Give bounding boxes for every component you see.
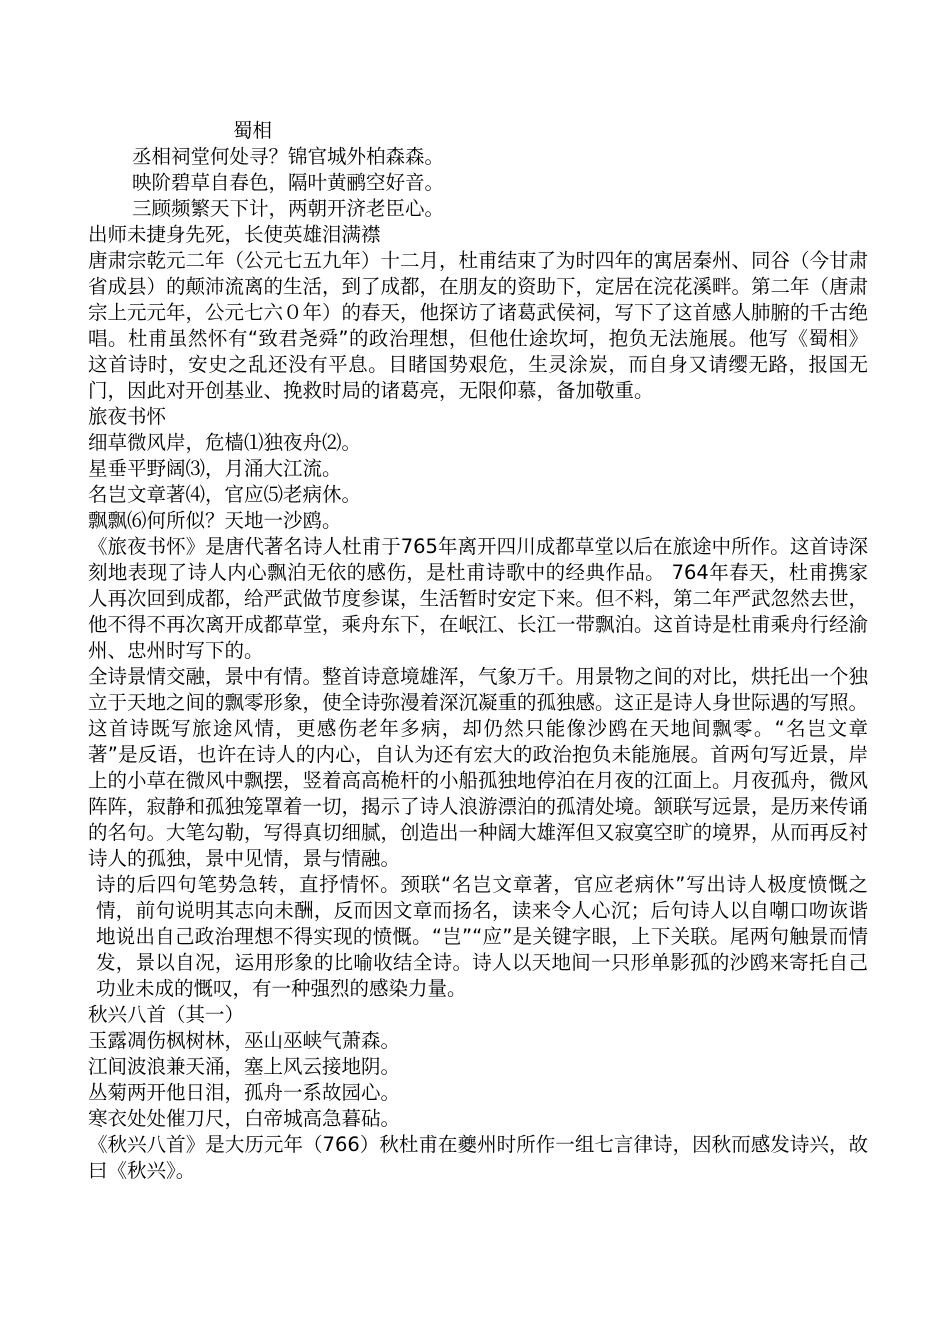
poem-line: 出师未捷身先死，长使英雄泪满襟 bbox=[88, 223, 381, 246]
poem-line: 三顾频繁天下计，两朝开济老臣心。 bbox=[132, 197, 445, 220]
commentary-paragraph: 《旅夜书怀》是唐代著名诗人杜甫于765年离开四川成都草堂以后在旅途中所作。这首诗深刻地表现了诗人内心飘泊无依的感伤，是杜甫诗歌中的经典作品。 764年春天，杜甫携家人再次回到成都，给严武做节度参谋，生活暂时安定下来。但不料，第二年严武忽然去世，他不得不再次离开成都草堂，乘舟东下，在岷江、长江一带飘泊。这首诗是杜甫乘舟行经渝州、忠州时写下的。 bbox=[88, 535, 869, 662]
poem-line: 丛菊两开他日泪，孤舟一系故园心。 bbox=[88, 1081, 401, 1104]
poem-line: 丞相祠堂何处寻？锦官城外柏森森。 bbox=[132, 145, 445, 168]
poem-line: 细草微风岸，危樯⑴独夜舟⑵。 bbox=[88, 431, 362, 454]
commentary-paragraph: 《秋兴八首》是大历元年（766）秋杜甫在夔州时所作一组七言律诗，因秋而感发诗兴，故曰《秋兴》。 bbox=[88, 1133, 868, 1182]
poem-title: 旅夜书怀 bbox=[88, 405, 167, 428]
poem-line: 飘飘⑹何所似？天地一沙鸥。 bbox=[88, 509, 342, 532]
commentary-paragraph: 这首诗既写旅途风情，更感伤老年多病，却仍然只能像沙鸥在天地间飘零。“名岂文章著”是反语，也许在诗人的内心，自认为还有宏大的政治抱负未能施展。首两句写近景，岸上的小草在微风中飘摆，竖着高高桅杆的小船孤独地停泊在月夜的江面上。月夜孤舟，微风阵阵，寂静和孤独笼罩着一切，揭示了诗人浪游漂泊的孤清处境。颔联写远景，是历来传诵的名句。大笔勾勒，写得真切细腻，创造出一种阔大雄浑但又寂寞空旷的境界，从而再反衬诗人的孤独，景中见情，景与情融。 bbox=[88, 717, 869, 870]
commentary-paragraph: 诗的后四句笔势急转，直抒情怀。颈联“名岂文章著，官应老病休”写出诗人极度愤慨之情，前句说明其志向未酬，反而因文章而扬名，读来令人心沉；后句诗人以自嘲口吻诙谐地说出自己政治理想不得实现的愤慨。“岂”“应”是关键字眼，上下关联。尾两句触景而情发，景以自况，运用形象的比喻收结全诗。诗人以天地间一只形单影孤的沙鸥来寄托自己功业未成的慨叹，有一种强烈的感染力量。 bbox=[96, 873, 868, 1000]
poem-line: 星垂平野阔⑶，月涌大江流。 bbox=[88, 457, 342, 480]
poem-title: 秋兴八首（其一） bbox=[88, 1003, 245, 1026]
poem-line: 玉露凋伤枫树林，巫山巫峡气萧森。 bbox=[88, 1029, 401, 1052]
poem-line: 江间波浪兼天涌，塞上风云接地阴。 bbox=[88, 1055, 401, 1078]
document-page bbox=[88, 118, 868, 1184]
commentary-paragraph: 唐肃宗乾元二年（公元七五九年）十二月，杜甫结束了为时四年的寓居秦州、同谷（今甘肃省成县）的颠沛流离的生活，到了成都，在朋友的资助下，定居在浣花溪畔。第二年（唐肃宗上元元年，公元七六０年）的春天，他探访了诸葛武侯祠，写下了这首感人肺腑的千古绝唱。杜甫虽然怀有“致君尧舜”的政治理想，但他仕途坎坷，抱负无法施展。他写《蜀相》这首诗时，安史之乱还没有平息。目睹国势艰危，生灵涂炭，而自身又请缨无路，报国无门，因此对开创基业、挽救时局的诸葛亮，无限仰慕，备加敬重。 bbox=[88, 249, 869, 402]
poem-line: 名岂文章著⑷，官应⑸老病休。 bbox=[88, 483, 362, 506]
commentary-paragraph: 全诗景情交融，景中有情。整首诗意境雄浑，气象万千。用景物之间的对比，烘托出一个独立于天地之间的飘零形象，使全诗弥漫着深沉凝重的孤独感。这正是诗人身世际遇的写照。 bbox=[88, 665, 869, 714]
poem-title: 蜀相 bbox=[233, 119, 273, 142]
poem-line: 映阶碧草自春色，隔叶黄鹂空好音。 bbox=[132, 171, 445, 194]
poem-line: 寒衣处处催刀尺，白帝城高急暮砧。 bbox=[88, 1107, 401, 1130]
